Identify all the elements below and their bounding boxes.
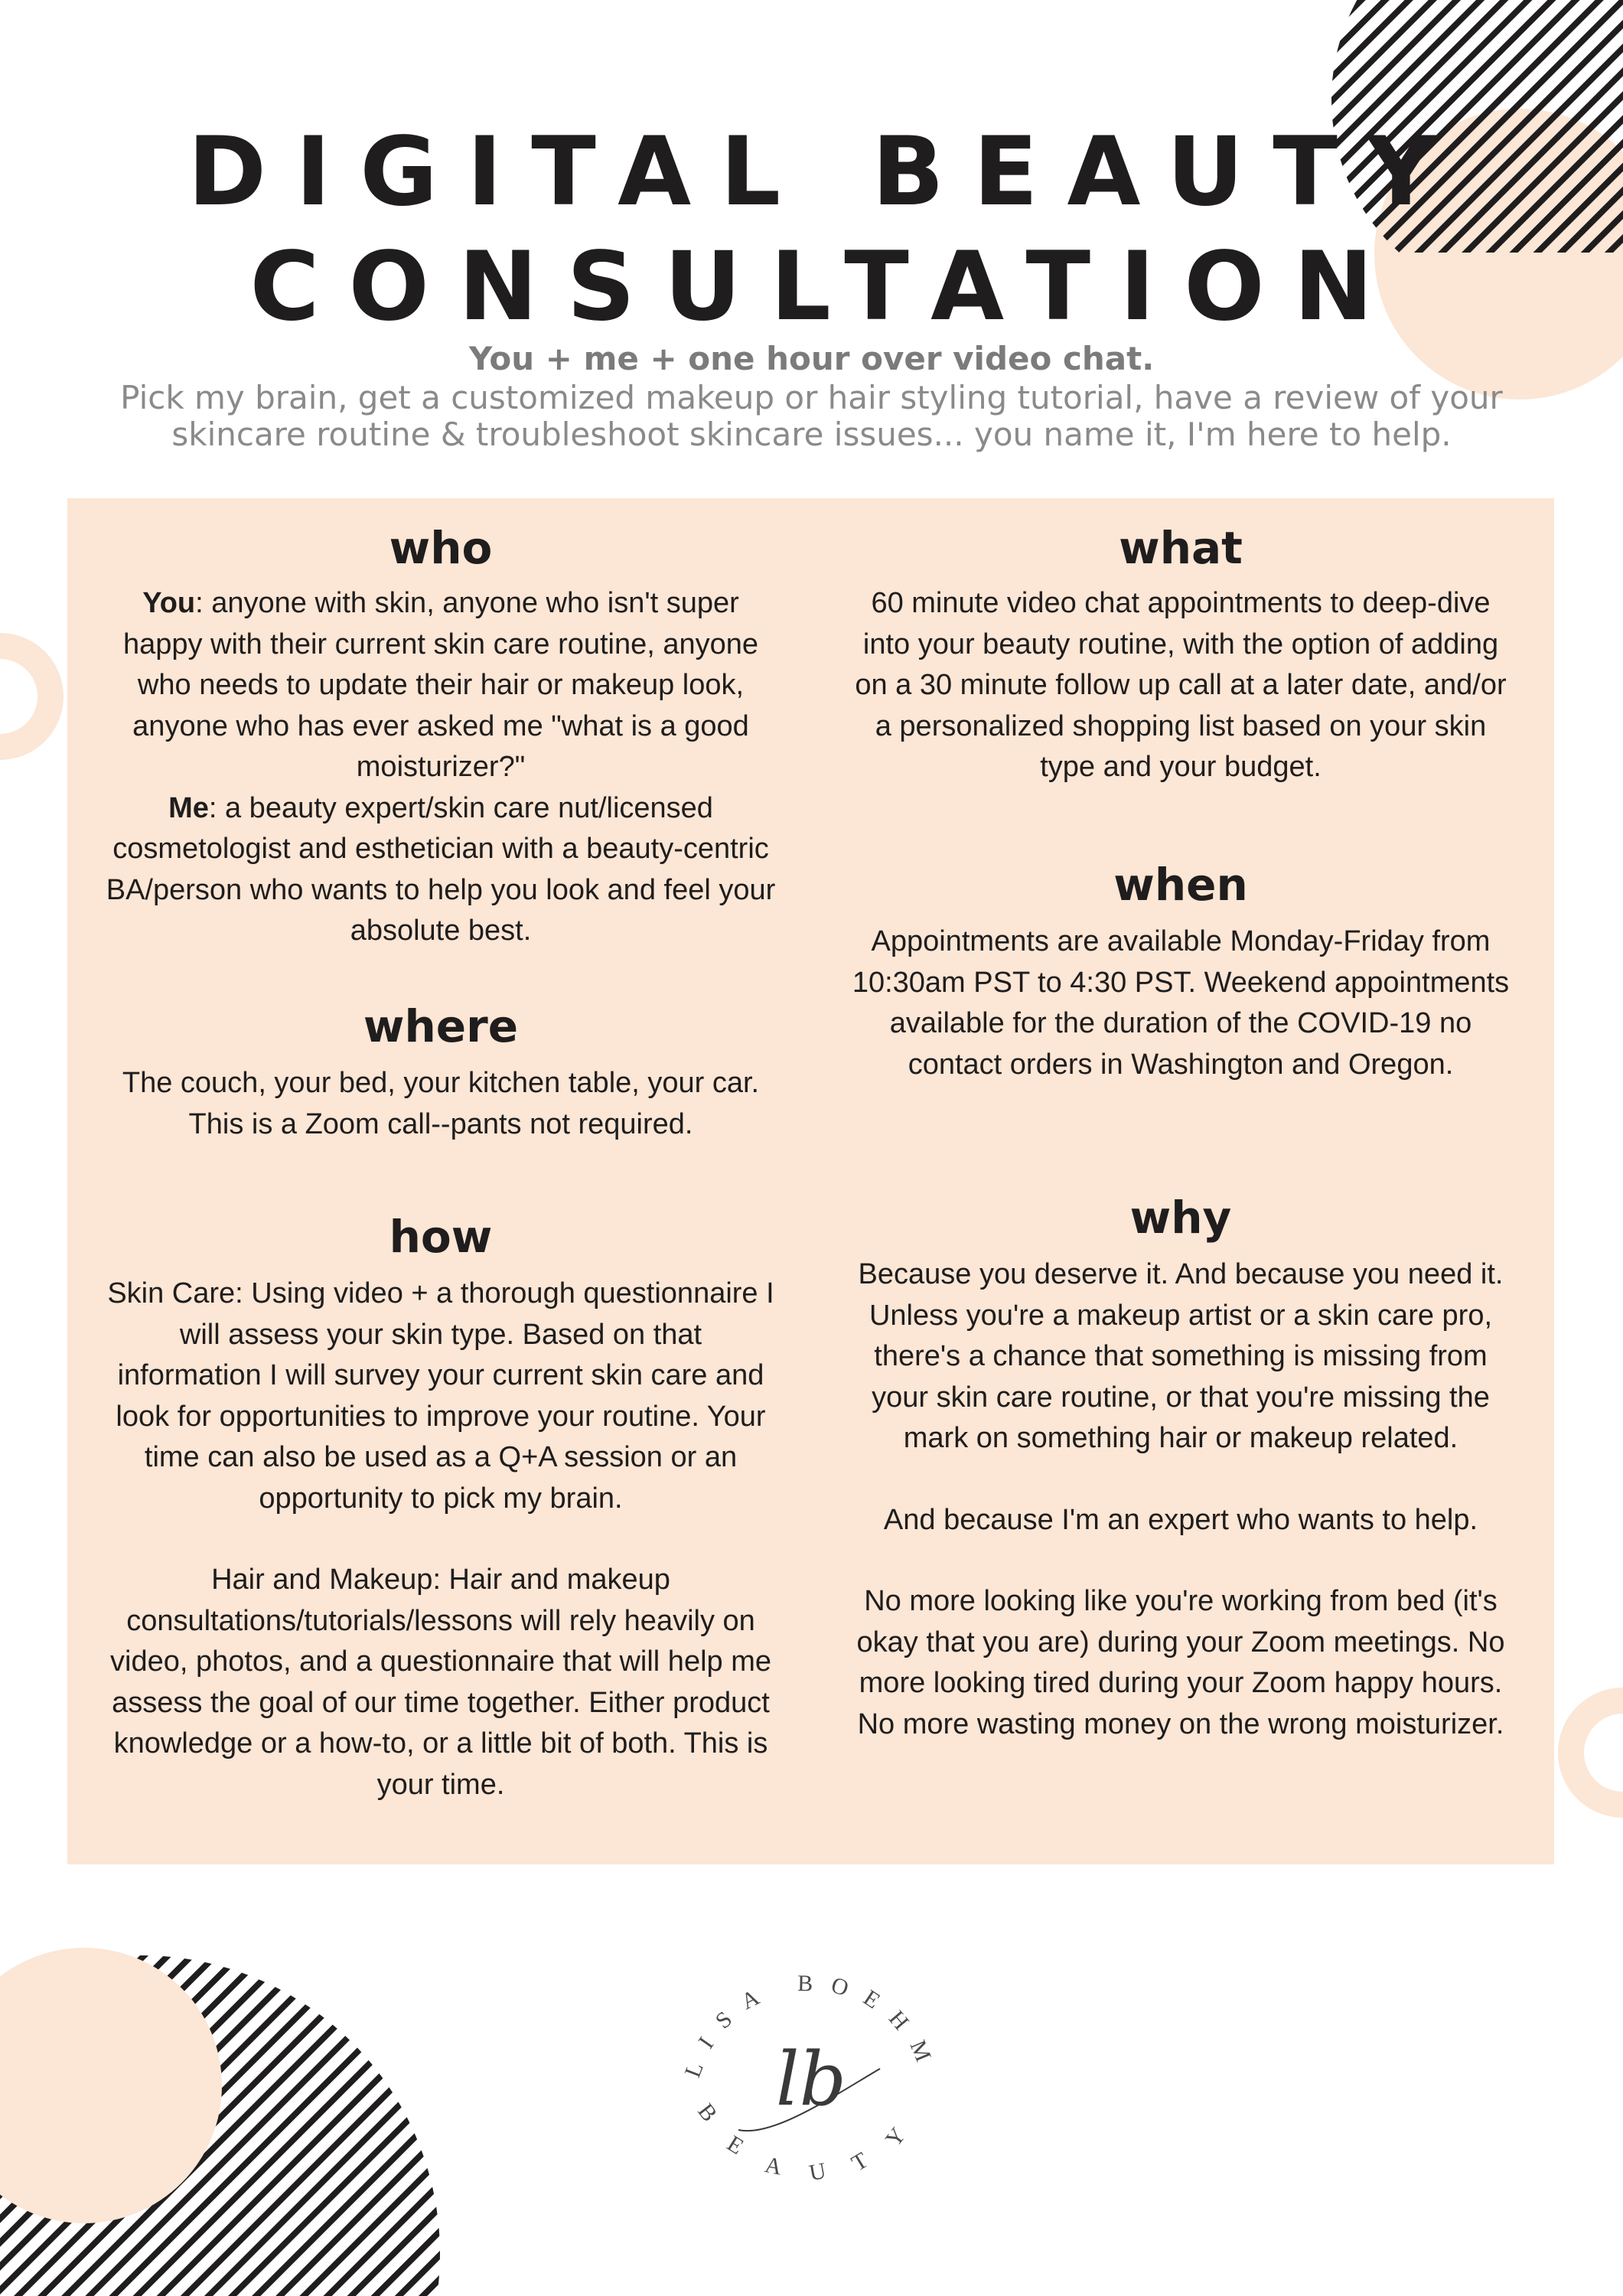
logo-ring-top: LISA BOEHM xyxy=(680,1971,943,2081)
section-who xyxy=(104,517,777,952)
who-text xyxy=(104,583,777,952)
what-text: 60 minute video chat appointments to deep-dive into your beauty routine, with the option of adding on a 30 minute follow up call at a later date, and/or a personalized shopping list based on your skin type and your budget. xyxy=(855,587,1507,783)
how-text-skin-care: Skin Care: Using video + a thorough questionnaire I will assess your skin type. Based on that information I will survey your current skin care and look for opportunities to improve your routine. Your time can also be used as a Q+A session or an opportunity to pick my brain. xyxy=(107,1277,774,1515)
section-why xyxy=(844,1187,1517,1745)
intro-text: Pick my brain, get a customized makeup or hair styling tutorial, have a review of your skincare routine & troubleshoot skincare issues... you name it, I'm here to help. xyxy=(120,379,1503,453)
why-heading: why xyxy=(1129,1192,1232,1244)
section-how xyxy=(104,1206,777,1805)
title-line-1: DIGITAL BEAUTY xyxy=(187,117,1465,227)
tagline: You + me + one hour over video chat. xyxy=(468,340,1155,377)
where-text: The couch, your bed, your kitchen table, your car. This is a Zoom call--pants not required. xyxy=(122,1067,760,1140)
peach-ring-left xyxy=(0,646,51,747)
what-heading: what xyxy=(1119,522,1243,574)
section-where xyxy=(104,996,777,1145)
logo-ring-bottom: BEAUTY xyxy=(693,2099,930,2187)
why-text-3: No more looking like you're working from bed (it's okay that you are) during your Zoom meetings. No more looking tired during your Zoom happy hours. No more wasting money on the wrong moisturizer. xyxy=(856,1585,1505,1740)
who-heading: who xyxy=(389,522,493,574)
when-heading: when xyxy=(1113,859,1248,911)
content-panel xyxy=(67,498,1554,1864)
why-text-2: And because I'm an expert who wants to help. xyxy=(883,1503,1478,1536)
who-you-text: : anyone with skin, anyone who isn't super happy with their current skin care routine, anyone who needs to update their hair or makeup look, anyone who has ever asked me "what is a good moisturizer?" xyxy=(122,587,759,783)
why-text-1: Because you deserve it. And because you need it. Unless you're a makeup artist or a skin care pro, there's a chance that something is missing from your skin care routine, or that you're missing the mark on something hair or makeup related. xyxy=(858,1258,1504,1454)
logo-monogram: lb xyxy=(775,2037,847,2122)
title-line-2: CONSULTATION xyxy=(249,232,1403,342)
brand-logo xyxy=(658,1904,964,2241)
where-heading: where xyxy=(363,1000,519,1052)
who-me-text: : a beauty expert/skin care nut/licensed cosmetologist and esthetician with a beauty-centric BA/person who wants to help you look and feel your absolute best. xyxy=(106,791,776,947)
how-heading: how xyxy=(389,1211,493,1263)
who-me-label: Me xyxy=(168,791,209,824)
how-text-hair-makeup: Hair and Makeup: Hair and makeup consultations/tutorials/lessons will rely heavily on video, photos, and a questionnaire that will help me assess the goal of our time together. Either product knowledge or a how-to, or a little bit of both. This is your time. xyxy=(110,1564,771,1801)
who-you-label: You xyxy=(142,587,196,619)
peach-ring-right xyxy=(1571,1701,1623,1805)
section-when xyxy=(844,854,1517,1085)
section-what xyxy=(844,517,1517,788)
when-text: Appointments are available Monday-Friday from 10:30am PST to 4:30 PST. Weekend appointments available for the duration of the COVID-19 no contact orders in Washington and Oregon. xyxy=(852,925,1510,1081)
page-title xyxy=(0,115,1623,344)
